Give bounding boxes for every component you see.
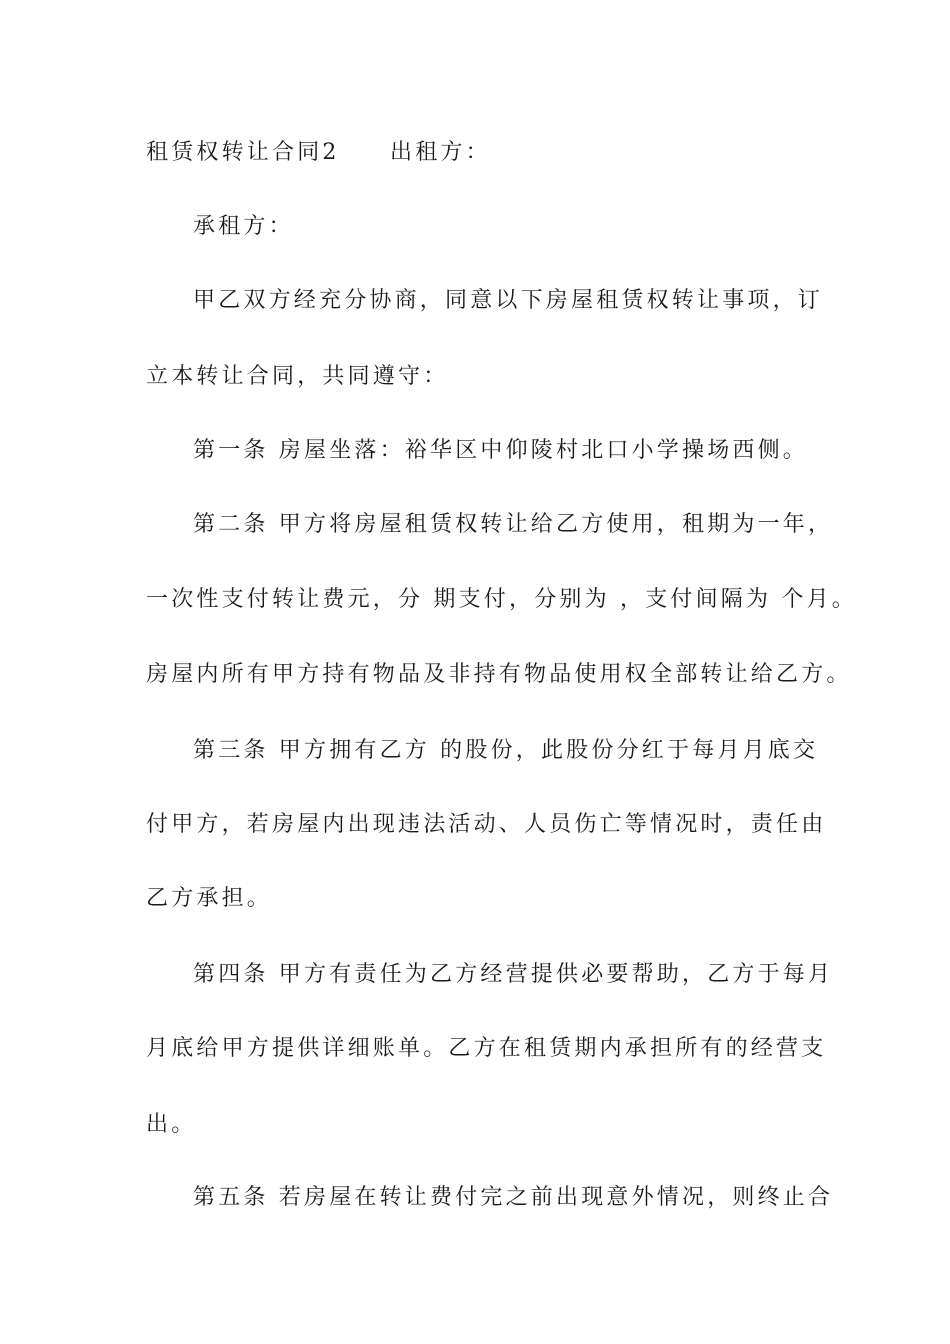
- paragraph-line: 甲乙双方经充分协商，同意以下房屋租赁权转让事项，订: [193, 288, 824, 313]
- paragraph-line: 出。: [146, 1112, 197, 1137]
- title-line: 租赁权转让合同2 出租方：: [146, 140, 491, 165]
- paragraph-line: 一次性支付转让费元，分 期支付，分别为 ，支付间隔为 个月。: [146, 587, 857, 612]
- article-4-line: 第四条 甲方有责任为乙方经营提供必要帮助，乙方于每月: [193, 962, 834, 987]
- article-1-line: 第一条 房屋坐落：裕华区中仰陵村北口小学操场西侧。: [193, 438, 808, 463]
- article-2-line: 第二条 甲方将房屋租赁权转让给乙方使用，租期为一年，: [193, 512, 834, 537]
- paragraph-line: 乙方承担。: [146, 886, 273, 911]
- paragraph-line: 付甲方，若房屋内出现违法活动、人员伤亡等情况时，责任由: [146, 812, 827, 837]
- paragraph-line: 月底给甲方提供详细账单。乙方在租赁期内承担所有的经营支: [146, 1036, 827, 1061]
- paragraph-line: 房屋内所有甲方持有物品及非持有物品使用权全部转让给乙方。: [146, 662, 852, 687]
- paragraph-line: 立本转让合同，共同遵守：: [146, 364, 449, 389]
- lessee-line: 承租方：: [193, 214, 294, 239]
- article-5-line: 第五条 若房屋在转让费付完之前出现意外情况，则终止合: [193, 1185, 834, 1210]
- article-3-line: 第三条 甲方拥有乙方 的股份，此股份分红于每月月底交: [193, 738, 819, 763]
